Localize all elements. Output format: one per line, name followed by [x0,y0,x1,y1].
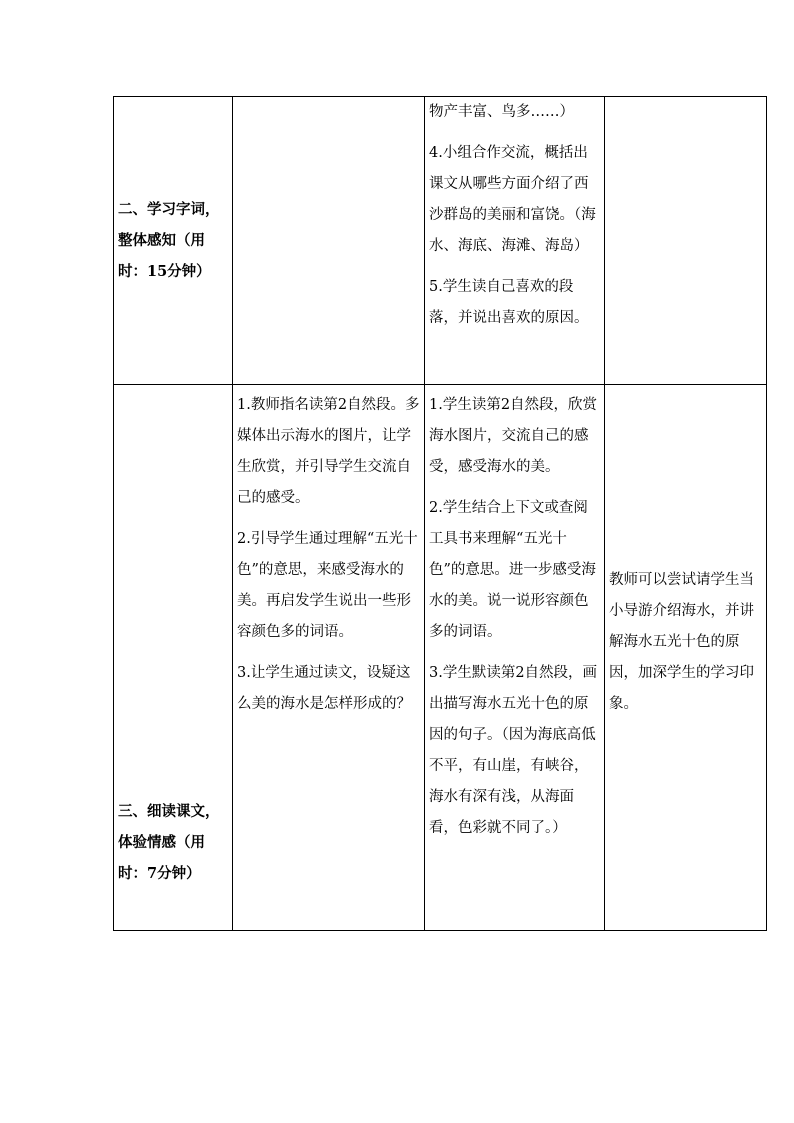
lesson-plan-table [113,96,767,931]
table-row [114,385,767,931]
design-note-cell [605,97,767,385]
student-activity-item: 5.学生读自己喜欢的段落，并说出喜欢的原因。 [429,279,589,326]
student-activity-item: 1.学生读第2自然段，欣赏海水图片，交流自己的感受，感受海水的美。 [429,397,598,475]
teacher-activity-cell [233,385,425,931]
stage-cell [114,97,233,385]
stage-cell [114,385,233,931]
student-activity-item: 2.学生结合上下文或查阅工具书来理解“五光十色”的意思。进一步感受海水的美。说一说形容颜色多的词语。 [429,500,596,640]
design-note-cell [605,385,767,931]
stage-label: 三、细读课文，体验情感（用时：7分钟） [118,803,220,882]
teacher-activity-item: 3.让学生通过读文，设疑这么美的海水是怎样形成的？ [237,665,411,712]
student-activity-item: 物产丰富、鸟多……） [429,104,574,120]
table-row [114,97,767,385]
stage-label: 二、学习字词，整体感知（用时：15分钟） [118,201,220,280]
teacher-activity-cell [233,97,425,385]
student-activity-cell [425,97,605,385]
student-activity-cell [425,385,605,931]
design-note: 教师可以尝试请学生当小导游介绍海水，并讲解海水五光十色的原因，加深学生的学习印象。 [609,572,754,712]
teacher-activity-item: 2.引导学生通过理解“五光十色”的意思，来感受海水的美。再启发学生说出一些形容颜色多的词语。 [237,531,418,640]
student-activity-item: 4.小组合作交流，概括出课文从哪些方面介绍了西沙群岛的美丽和富饶。（海水、海底、海滩、海岛） [429,145,596,254]
teacher-activity-item: 1.教师指名读第2自然段。多媒体出示海水的图片，让学生欣赏，并引导学生交流自己的感受。 [237,397,420,506]
student-activity-item: 3.学生默读第2自然段，画出描写海水五光十色的原因的句子。（因为海底高低不平，有山崖，有峡谷，海水有深有浅，从海面看，色彩就不同了。） [429,665,598,836]
